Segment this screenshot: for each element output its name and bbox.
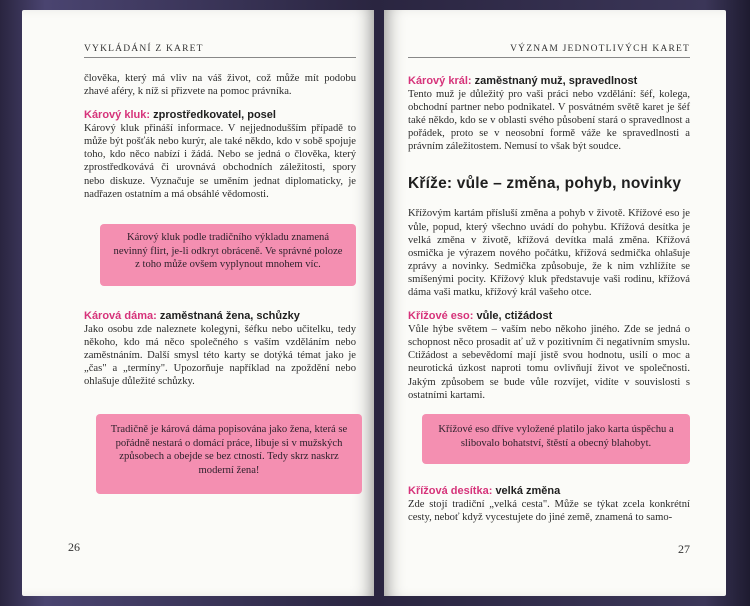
card-meaning: zaměstnaný muž, spravedlnost — [474, 75, 638, 87]
section-title: Kříže: vůle – změna, pohyb, novinky — [408, 175, 682, 193]
card-name: Křížová desítka: — [408, 484, 493, 497]
card-name: Kárový kluk: — [84, 109, 151, 122]
running-head-left: VYKLÁDÁNÍ Z KARET — [84, 44, 356, 58]
left-page — [22, 10, 374, 596]
card-meaning: velká změna — [495, 484, 561, 497]
entry-queen-of-diamonds — [84, 309, 356, 388]
entry-text: Zde stojí tradiční „velká cesta". Může se týkat zcela konkrétní cesty, neboť když vycestujete do jiné země, znamená to samo- — [408, 498, 690, 523]
callout-box: Kárový kluk podle tradičního výkladu znamená nevinný flirt, je-li odkryt obráceně. Ve správné poloze z toho může ovšem vyplynout mnohem víc. — [100, 224, 356, 286]
card-name: Kárový král: — [408, 75, 472, 87]
entry-heading — [408, 484, 690, 498]
entry-heading — [84, 108, 356, 122]
intro-paragraph: člověka, který má vliv na váš život, což může mít podobu zhavé aféry, k níž si přizvete na pomoc právníka. — [84, 73, 356, 98]
section-intro: Křížovým kartám přísluší změna a pohyb v životě. Křížové eso je vůle, popud, který všechno uvádí do pohybu. Křížová desítka je velká změna v životě, křížová devítka malá změna. Křížová osmička je výrazem nového počátku, křížová sedmička ohlašuje zprávy a novinky. Sedmička způsobuje, že k nim vzhlížíte se smíšenými pocity. Křížový kluk představuje vaši rodinu, křížová dáma vaši matku, křížový král vašeho otce. — [408, 208, 690, 299]
card-meaning: vůle, ctižádost — [476, 310, 553, 323]
entry-ace-of-clubs — [408, 309, 690, 402]
page-number: 26 — [68, 540, 80, 554]
entry-king-of-diamonds — [408, 74, 690, 153]
page-number: 27 — [678, 542, 690, 556]
right-page — [384, 10, 726, 596]
entry-ten-of-clubs — [408, 484, 690, 524]
card-name: Křížové eso: — [408, 310, 474, 323]
entry-text: Tento muž je důležitý pro vaši práci nebo vzdělání: šéf, kolega, obchodní partner nebo podnikatel. V posvátném světě karet je šéf také někdo, kdo se v oblasti svého působení stará o spravedlnost a pořádek, proto se v neosobní formě váže ke spravedlnosti a právním záležitostem. Nemusí to však být soudce. — [408, 89, 690, 153]
entry-text: Vůle hýbe světem – vaším nebo někoho jiného. Zde se jedná o schopnost něco prosadit ať už v pozitivním či negativním smyslu. Ctižádost a sebevědomí mají jistě svou hodnotu, usilí o moc a neurotická úzkost naproti tomu ovlivňují život ve společnosti. Jakým způsobem se bude vůle rozvíjet, vidíte v souvislosti s ostatními kartami. — [408, 324, 690, 401]
running-head-right: VÝZNAM JEDNOTLIVÝCH KARET — [408, 44, 690, 58]
card-meaning: zprostředkovatel, posel — [153, 109, 276, 122]
entry-text: Jako osobu zde naleznete kolegyni, šéfku nebo učitelku, tedy někoho, kdo má něco společného s vaším vzděláním nebo zaměstnáním. Další smysl této karty se dotýká témat jako je „čas" a „termíny". Upozorňuje například na zpoždění nebo ohlašuje důležité schůzky. — [84, 323, 356, 388]
card-meaning: zaměstnaná žena, schůzky — [159, 309, 300, 322]
entry-jack-of-diamonds — [84, 108, 356, 201]
entry-heading — [408, 74, 690, 88]
callout-box: Křížové eso dříve vyložené platilo jako karta úspěchu a slibovalo bohatství, štěstí a obecný blahobyt. — [422, 414, 690, 464]
entry-text: Kárový kluk přináší informace. V nejjednodušším případě to může být pošťák nebo kurýr, ale také někdo, kdo v sobě spojuje toho, kdo něco nabízí i žádá. Nebo se jedná o člověka, který zprostředkovává či urovnává obchodních záležitosti, spory nebo diskuze. Vyznačuje se uměním jednat diplomaticky, je nadřazen ostatním a má obsáhlé vědomosti. — [84, 123, 356, 200]
entry-heading — [408, 309, 690, 323]
entry-heading — [84, 309, 356, 323]
callout-box: Tradičně je kárová dáma popisována jako žena, která se pořádně nestará o domácí práce, libuje si v mužských způsobech a obejde se bez ctností. Tedy skrz naskrz moderní žena! — [96, 414, 362, 494]
card-name: Kárová dáma: — [84, 309, 157, 322]
